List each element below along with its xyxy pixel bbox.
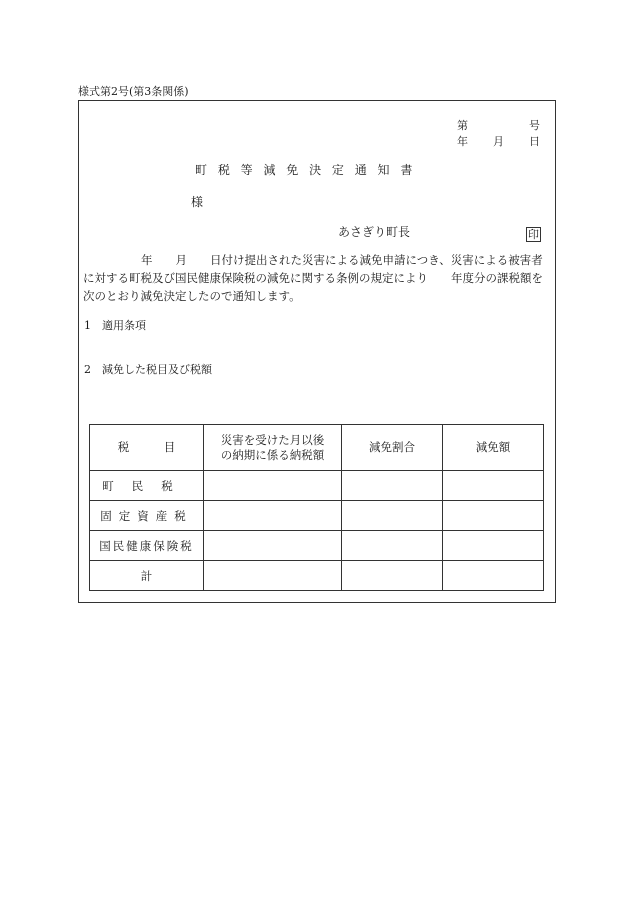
date-day: 日 (529, 135, 540, 148)
table-cell (443, 471, 544, 501)
addressee-suffix: 様 (191, 195, 204, 209)
table-cell (443, 531, 544, 561)
date-month: 月 (493, 135, 504, 148)
section-1-heading: 1 適用条項 (84, 319, 146, 332)
table-row (90, 561, 544, 591)
section-2-heading: 2 減免した税目及び税額 (84, 363, 212, 376)
table-cell (342, 531, 443, 561)
form-label: 様式第2号(第3条関係) (78, 85, 189, 98)
table-header-row (90, 425, 544, 471)
header-tax-amount-line2: の納期に係る納税額 (220, 447, 325, 462)
table-cell (443, 501, 544, 531)
row-label-property-tax: 固定資産税 (90, 501, 204, 531)
seal-label: 印 (528, 228, 539, 241)
tax-table (89, 424, 544, 591)
table-row (90, 531, 544, 561)
body-paragraph: 年 月 日付け提出された災害による減免申請につき、災害による被害者に対する町税及び国民健康保険税の減免に関する条例の規定により 年度分の課税額を次のとおり減免決定したので通知します。 (83, 253, 543, 303)
row-label-health-insurance-tax: 国民健康保険税 (90, 531, 204, 561)
table-cell (204, 561, 342, 591)
date-year: 年 (457, 135, 468, 148)
document-title: 町 税 等 減 免 決 定 通 知 書 (195, 163, 413, 177)
number-dai: 第 (457, 119, 468, 132)
table-cell (342, 501, 443, 531)
header-tax-amount-line1: 災害を受けた月以後 (220, 432, 325, 447)
table-row (90, 471, 544, 501)
table-row (90, 501, 544, 531)
seal-mark (526, 225, 541, 242)
header-tax-amount (204, 425, 342, 471)
table-cell (204, 531, 342, 561)
header-reduction-amount: 減免額 (443, 425, 544, 471)
number-go: 号 (529, 119, 540, 132)
issuer-name: あさぎり町長 (338, 225, 411, 239)
table-cell (342, 471, 443, 501)
table-cell (342, 561, 443, 591)
table-cell (204, 471, 342, 501)
table-cell (204, 501, 342, 531)
header-tax-item: 税 目 (90, 425, 204, 471)
row-label-total: 計 (90, 561, 204, 591)
header-reduction-rate: 減免割合 (342, 425, 443, 471)
table-cell (443, 561, 544, 591)
row-label-municipal-tax: 町民税 (90, 471, 204, 501)
